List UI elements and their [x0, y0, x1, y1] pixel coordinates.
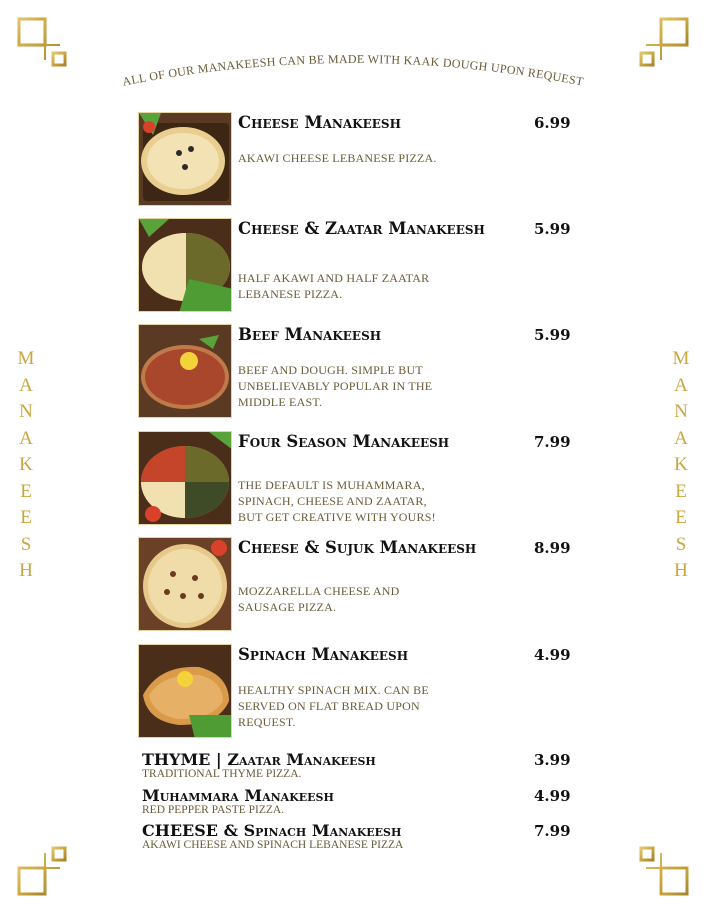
beef-manakeesh-photo: [138, 324, 232, 418]
menu-item: [138, 324, 578, 420]
item-description: HALF AKAWI AND HALF ZAATAR LEBANESE PIZZA.: [238, 271, 430, 301]
side-letter: S: [675, 533, 687, 555]
item-name: Spinach Manakeesh: [238, 645, 409, 664]
item-name: Muhammara Manakeesh: [142, 786, 334, 805]
four-season-manakeesh-photo: [138, 431, 232, 525]
item-price: 4.99: [534, 646, 571, 664]
menu-item: [138, 537, 578, 633]
side-letter: E: [20, 507, 32, 528]
side-letter: K: [19, 454, 33, 475]
simple-menu-item: [142, 750, 582, 784]
menu-item: [138, 112, 578, 208]
side-letter: A: [19, 374, 33, 396]
side-letter: N: [19, 401, 33, 422]
item-name: Four Season Manakeesh: [238, 432, 450, 451]
item-name: CHEESE & Spinach Manakeesh: [142, 821, 402, 840]
item-description: AKAWI CHEESE LEBANESE PIZZA.: [238, 151, 437, 165]
item-price: 7.99: [534, 433, 571, 451]
menu-item: [138, 431, 578, 527]
spinach-manakeesh-photo: [138, 644, 232, 738]
item-description: THE DEFAULT IS MUHAMMARA, SPINACH, CHEESE AND ZAATAR, BUT GET CREATIVE WITH YOURS!: [238, 478, 436, 524]
item-name: Cheese Manakeesh: [238, 113, 401, 132]
item-price: 5.99: [534, 220, 571, 238]
side-letter: H: [674, 560, 688, 581]
side-letter: E: [675, 507, 687, 528]
item-description: MOZZARELLA CHEESE AND SAUSAGE PIZZA.: [238, 584, 400, 614]
item-description: TRADITIONAL THYME PIZZA.: [142, 768, 302, 780]
side-letter: M: [672, 348, 690, 369]
item-price: 7.99: [534, 822, 571, 840]
item-description: AKAWI CHEESE AND SPINACH LEBANESE PIZZA: [142, 839, 404, 851]
menu-item: [138, 644, 578, 740]
side-letter: S: [20, 533, 32, 555]
side-letter: E: [20, 480, 32, 502]
header-note: [110, 52, 596, 92]
side-word-right: [669, 346, 693, 585]
simple-menu-item: [142, 786, 582, 820]
side-letter: A: [674, 427, 688, 449]
item-description: HEALTHY SPINACH MIX. CAN BE SERVED ON FLAT BREAD UPON REQUEST.: [238, 683, 429, 729]
item-price: 6.99: [534, 114, 571, 132]
side-letter: K: [674, 454, 688, 475]
menu-item: [138, 218, 578, 314]
side-letter: A: [674, 374, 688, 396]
side-letter: A: [19, 427, 33, 449]
item-name: Cheese & Sujuk Manakeesh: [238, 538, 477, 557]
item-price: 3.99: [534, 751, 571, 769]
item-description: RED PEPPER PASTE PIZZA.: [142, 804, 285, 816]
side-letter: M: [17, 348, 35, 369]
item-name: THYME | Zaatar Manakeesh: [142, 750, 376, 769]
cheese-sujuk-manakeesh-photo: [138, 537, 232, 631]
item-price: 8.99: [534, 539, 571, 557]
item-price: 4.99: [534, 787, 571, 805]
simple-menu-item: [142, 821, 582, 855]
cheese-manakeesh-photo: [138, 112, 232, 206]
item-name: Cheese & Zaatar Manakeesh: [238, 219, 485, 238]
side-letter: E: [675, 480, 687, 502]
side-letter: H: [19, 560, 33, 581]
cheese-zaatar-manakeesh-photo: [138, 218, 232, 312]
item-description: BEEF AND DOUGH. SIMPLE BUT UNBELIEVABLY POPULAR IN THE MIDDLE EAST.: [238, 363, 433, 409]
header-note-text: All of our manakeesh can be made with Kaak dough upon request: [121, 52, 585, 89]
item-price: 5.99: [534, 326, 571, 344]
side-word-left: [14, 346, 38, 585]
item-name: Beef Manakeesh: [238, 325, 382, 344]
side-letter: N: [674, 401, 688, 422]
svg-text:All of our manakeesh can be ma: [121, 52, 585, 89]
